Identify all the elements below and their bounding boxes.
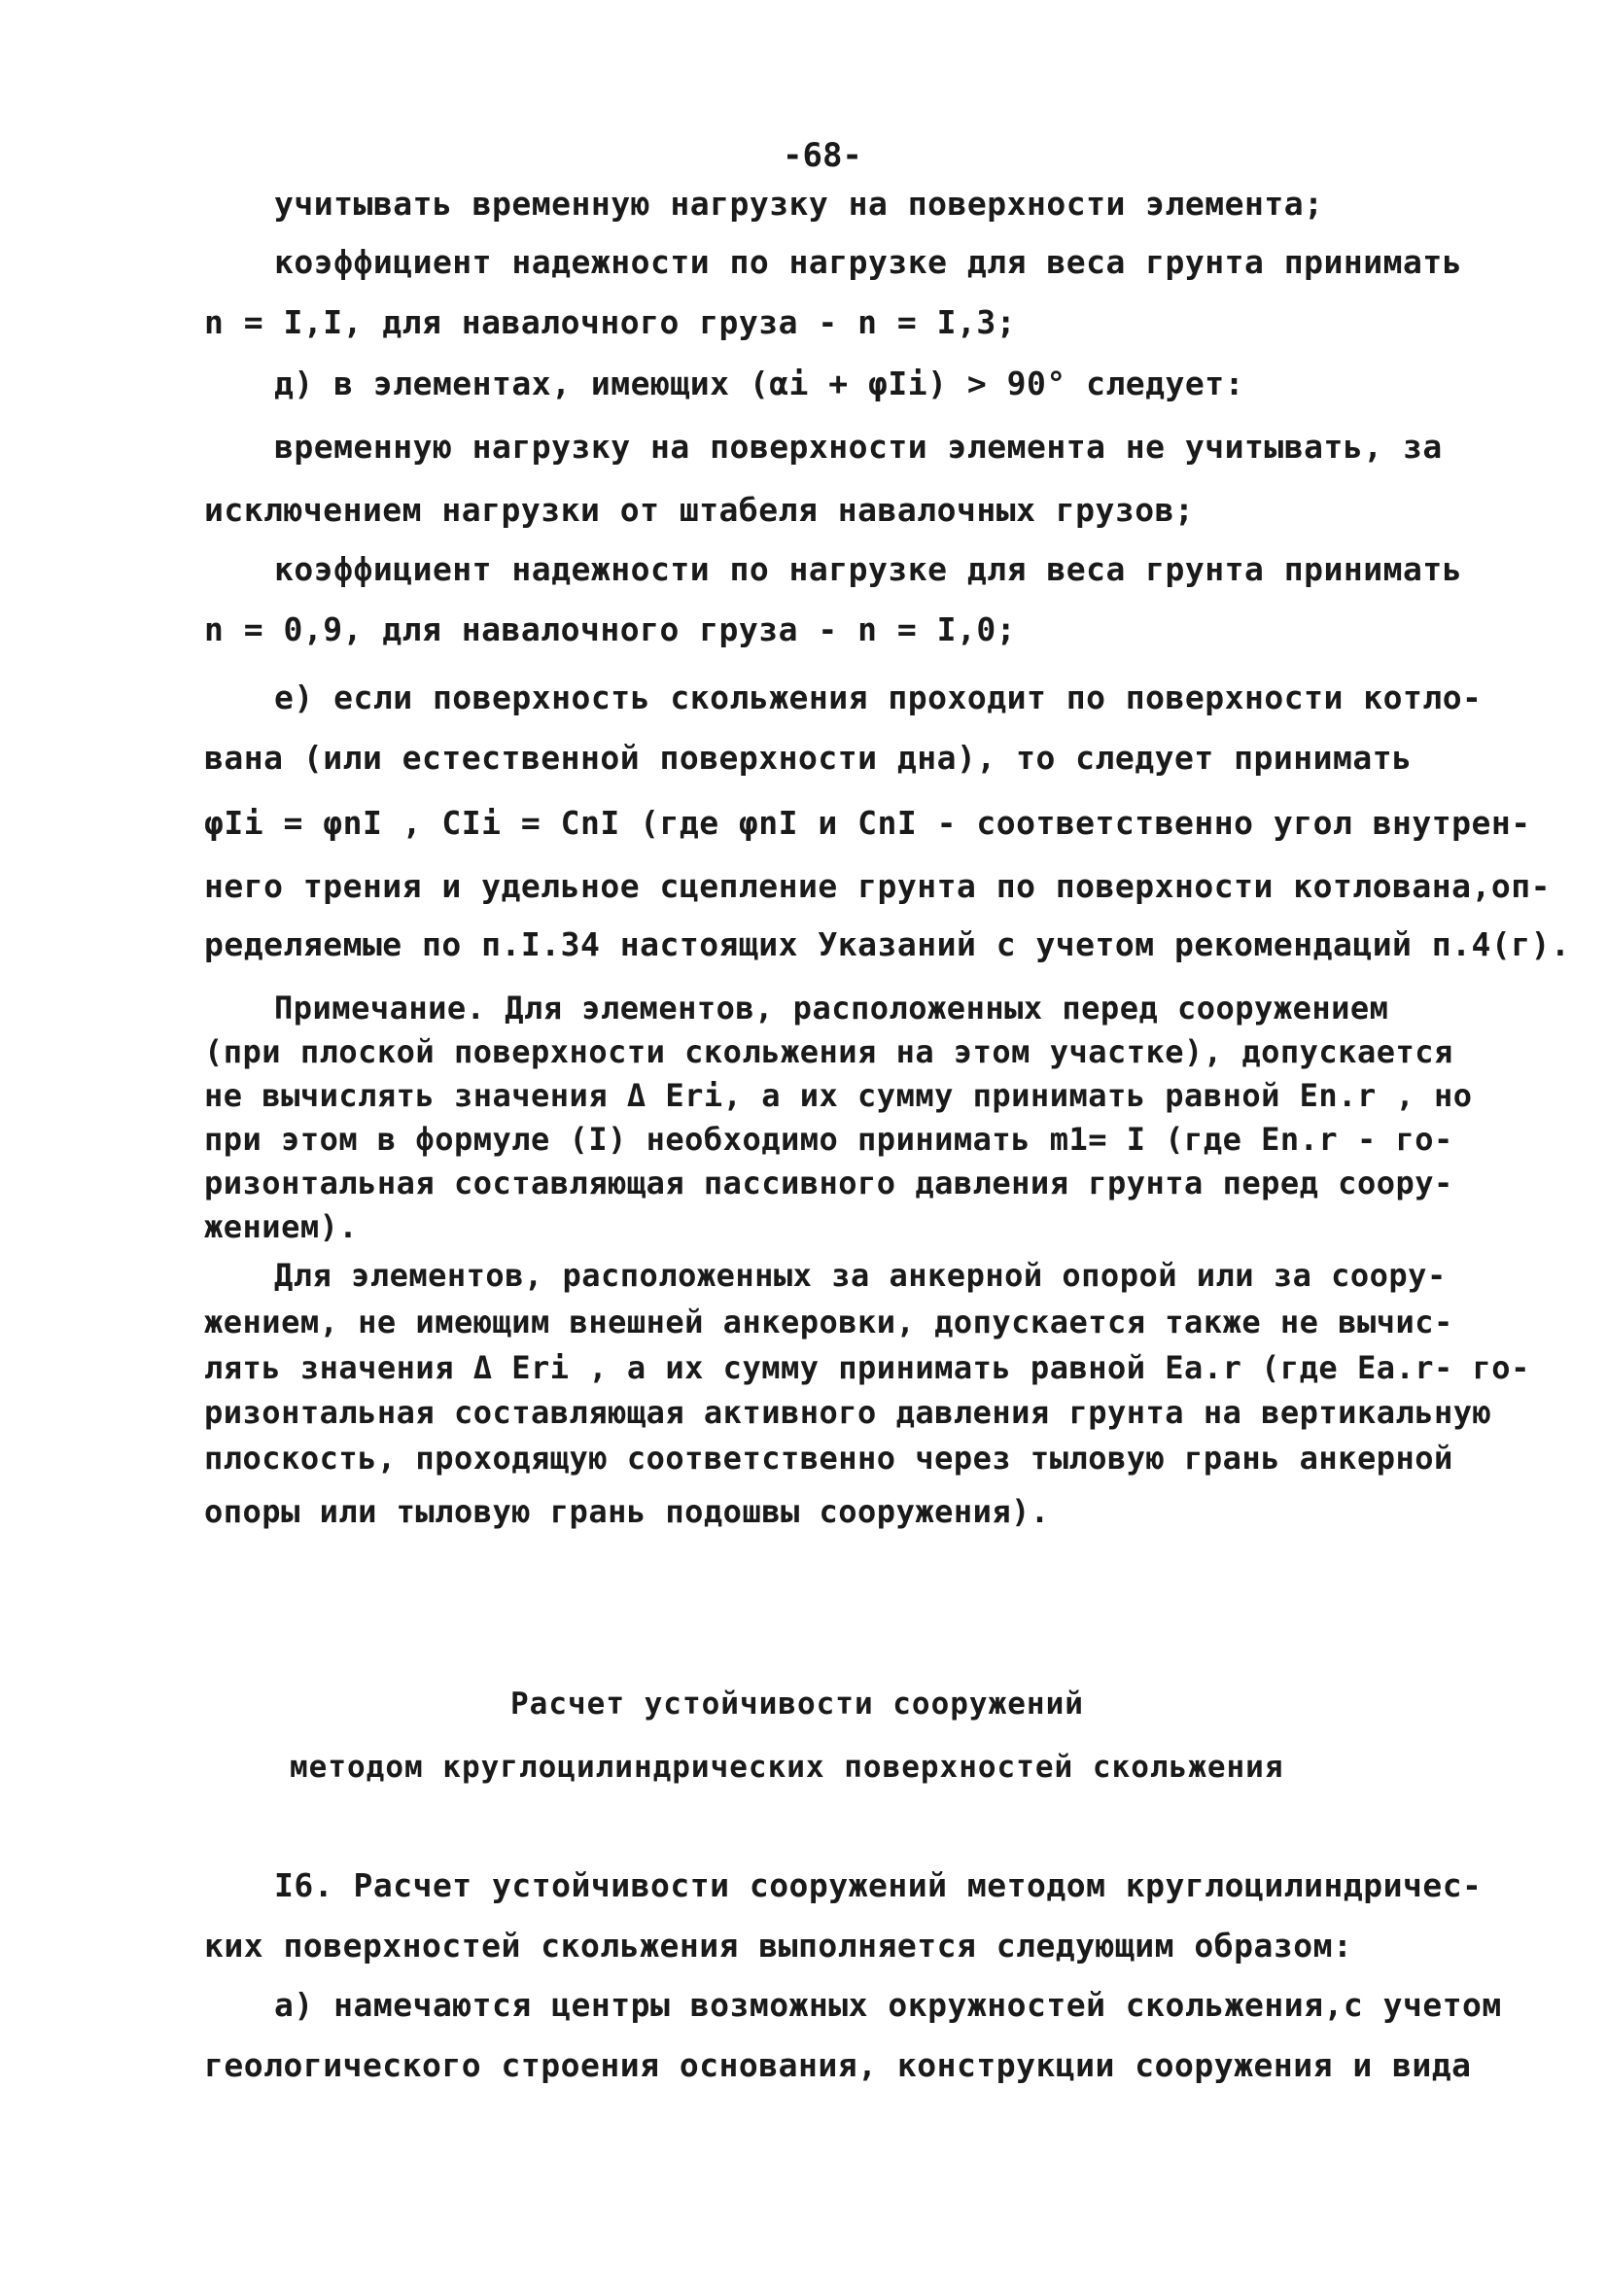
note-line: ризонтальная составляющая активного давления грунта на вертикальную [204,1394,1492,1431]
note-line: опоры или тыловую грань подошвы сооружения). [204,1493,1050,1530]
note-line: ризонтальная составляющая пассивного давления грунта перед соору- [204,1165,1453,1201]
text-line: n = I,I, для навалочного груза - n = I,3; [204,303,1017,341]
text-line: учитывать временную нагрузку на поверхности элемента; [274,185,1324,223]
text-line: него трения и удельное сцепление грунта по поверхности котлована,оп- [204,867,1552,905]
text-line: д) в элементах, имеющих (αi + φIi) > 90° следует: [274,365,1245,402]
text-line: вана (или естественной поверхности дна), то следует принимать [204,739,1413,777]
note-line: жением). [204,1208,359,1245]
text-line: коэффициент надежности по нагрузке для веса грунта принимать [274,243,1463,281]
note-line: Примечание. Для элементов, расположенных перед сооружением [274,990,1389,1026]
text-line: φIi = φnI , CIi = CnI (где φnI и CnI - соответственно угол внутрен- [204,804,1531,842]
text-line: n = 0,9, для навалочного груза - n = I,0; [204,610,1017,648]
note-line: Для элементов, расположенных за анкерной опорой или за соору- [274,1257,1447,1294]
note-line: жением, не имеющим внешней анкеровки, допускается также не вычис- [204,1304,1453,1340]
text-line: а) намечаются центры возможных окружностей скольжения,с учетом [274,1986,1502,2024]
section-heading-line: методом круглоцилиндрических поверхностей скольжения [290,1750,1284,1785]
text-line: геологического строения основания, конструкции сооружения и вида [204,2046,1472,2084]
note-line: плоскость, проходящую соответственно через тыловую грань анкерной [204,1440,1453,1477]
text-line: коэффициент надежности по нагрузке для веса грунта принимать [274,550,1463,588]
note-line: лять значения Δ Eri , а их сумму принимать равной Ea.r (где Ea.r- го- [204,1349,1530,1386]
note-line: не вычислять значения Δ Eri, а их сумму принимать равной En.r , но [204,1077,1473,1114]
text-line: временную нагрузку на поверхности элемента не учитывать, за [274,428,1443,466]
note-line: (при плоской поверхности скольжения на этом участке), допускается [204,1033,1453,1070]
text-line: е) если поверхность скольжения проходит по поверхности котло- [274,678,1483,716]
text-line: ределяемые по п.I.34 настоящих Указаний с учетом рекомендаций п.4(г). [204,925,1571,963]
note-line: при этом в формуле (I) необходимо принимать m1= I (где En.r - го- [204,1121,1453,1158]
section-heading-line: Расчет устойчивости сооружений [510,1687,1084,1722]
text-line: исключением нагрузки от штабеля навалочных грузов; [204,491,1195,529]
text-line: ких поверхностей скольжения выполняется следующим образом: [204,1927,1353,1965]
text-line: I6. Расчет устойчивости сооружений методом круглоцилиндричес- [274,1866,1483,1904]
page-number: -68- [783,136,862,175]
